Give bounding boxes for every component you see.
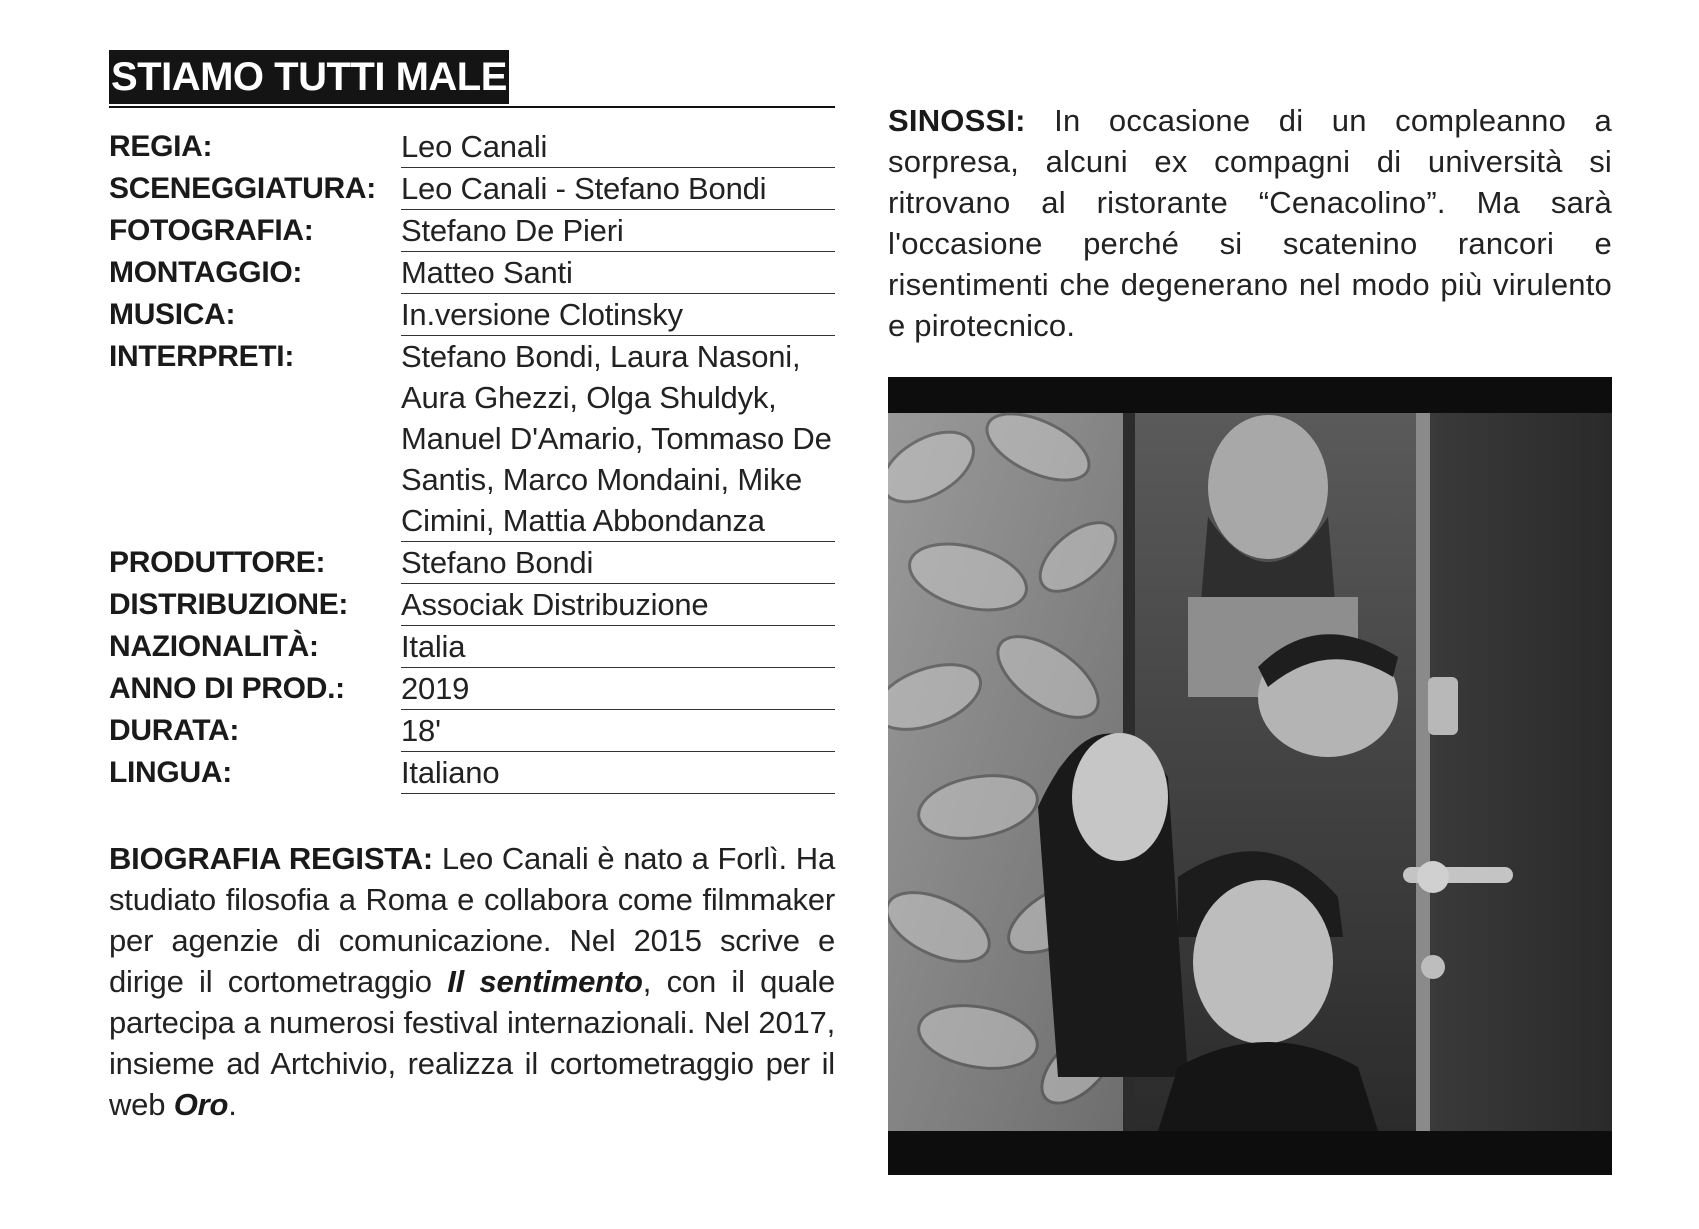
film-still-illustration xyxy=(888,377,1612,1175)
credit-label: NAZIONALITÀ: xyxy=(109,630,319,663)
film-title: STIAMO TUTTI MALE xyxy=(109,50,509,104)
credit-label: LINGUA: xyxy=(109,756,232,789)
credit-label: REGIA: xyxy=(109,130,213,163)
bio-film-title: Oro xyxy=(173,1087,229,1122)
credit-value: In.versione Clotinsky xyxy=(401,294,835,336)
credit-value: 2019 xyxy=(401,668,835,710)
credits-table xyxy=(109,126,835,794)
director-biography xyxy=(109,838,835,1125)
credit-label: SCENEGGIATURA: xyxy=(109,172,376,205)
credit-value: Stefano De Pieri xyxy=(401,210,835,252)
credit-row-produttore xyxy=(109,542,835,584)
credit-value: Stefano Bondi xyxy=(401,542,835,584)
credit-row-montaggio xyxy=(109,252,835,294)
credit-value: Matteo Santi xyxy=(401,252,835,294)
credit-row-regia xyxy=(109,126,835,168)
credit-value: Leo Canali - Stefano Bondi xyxy=(401,168,835,210)
credit-row-sceneggiatura xyxy=(109,168,835,210)
credit-value: Associak Distribuzione xyxy=(401,584,835,626)
credit-value: Stefano Bondi, Laura Nasoni, Aura Ghezzi, Olga Shuldyk, Manuel D'Amario, Tommaso De Santis, Marco Mondaini, Mike Cimini, Mattia Abbondanza xyxy=(401,336,835,542)
synopsis-text: In occasione di un compleanno a sorpresa, alcuni ex compagni di università si ritrovano al ristorante “Cenacolino”. Ma sarà l'occasione perché si scatenino rancori e risentimenti che degenerano nel modo più virulento e pirotecnico. xyxy=(888,103,1612,343)
credit-label: PRODUTTORE: xyxy=(109,546,326,579)
credit-value: Italia xyxy=(401,626,835,668)
credit-label: FOTOGRAFIA: xyxy=(109,214,314,247)
bio-text: , con il quale partecipa a numerosi festival internazionali. Nel 2017, insieme ad Artchivio, realizza il cortometraggio per il web xyxy=(109,964,836,1122)
credit-row-interpreti xyxy=(109,336,835,542)
credit-label: DURATA: xyxy=(109,714,240,747)
credit-row-anno xyxy=(109,668,835,710)
bio-text: . xyxy=(228,1087,237,1122)
credit-label: ANNO DI PROD.: xyxy=(109,672,345,705)
credit-value: Italiano xyxy=(401,752,835,794)
synopsis xyxy=(888,100,1612,346)
credit-label: MONTAGGIO: xyxy=(109,256,303,289)
credit-value: 18' xyxy=(401,710,835,752)
credit-row-distribuzione xyxy=(109,584,835,626)
left-column xyxy=(109,50,835,1125)
credit-row-musica xyxy=(109,294,835,336)
credit-label: DISTRIBUZIONE: xyxy=(109,588,349,621)
synopsis-label: SINOSSI: xyxy=(888,103,1026,138)
title-bar xyxy=(109,50,835,108)
right-column xyxy=(888,100,1612,346)
credit-row-nazionalita xyxy=(109,626,835,668)
credit-value: Leo Canali xyxy=(401,126,835,168)
film-still-photo xyxy=(888,377,1612,1175)
bio-label: BIOGRAFIA REGISTA: xyxy=(109,841,434,876)
bio-film-title: Il sentimento xyxy=(447,964,643,999)
credit-label: INTERPRETI: xyxy=(109,340,295,373)
credit-row-durata xyxy=(109,710,835,752)
credit-row-lingua xyxy=(109,752,835,794)
credit-row-fotografia xyxy=(109,210,835,252)
credit-label: MUSICA: xyxy=(109,298,236,331)
bio-text: Leo Canali è nato a Forlì. Ha studiato filosofia a Roma e collabora come filmmaker per agenzie di comunicazione. Nel 2015 scrive e dirige il cortometraggio xyxy=(109,841,835,999)
